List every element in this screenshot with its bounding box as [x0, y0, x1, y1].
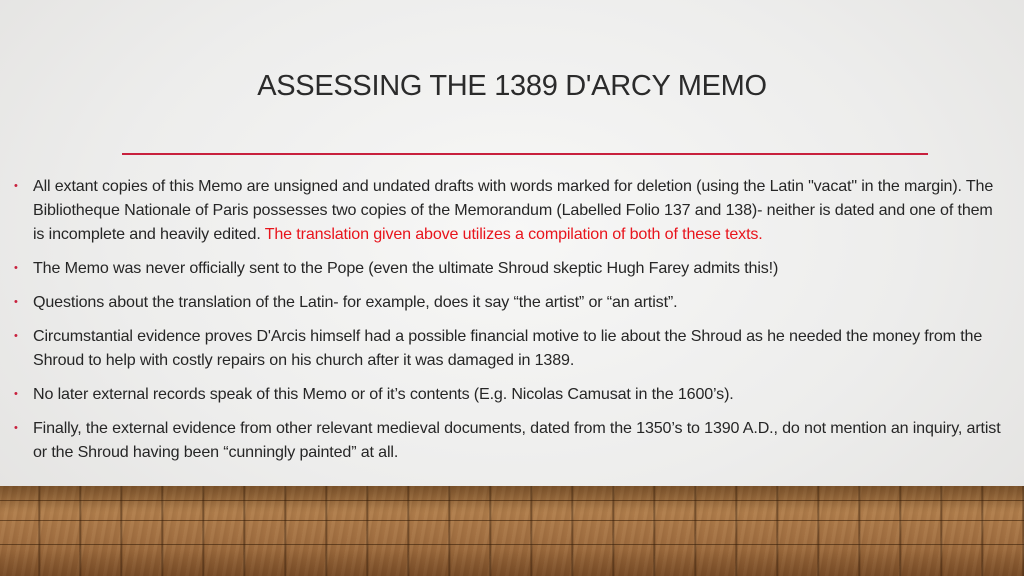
bullet-text: The Memo was never officially sent to the Pope (even the ultimate Shroud skeptic Hugh Farey admits this!)	[33, 259, 779, 277]
bullet-item	[14, 382, 1008, 406]
slide-title: ASSESSING THE 1389 D'ARCY MEMO	[257, 70, 767, 102]
bullet-item	[14, 416, 1008, 464]
bullet-text: No later external records speak of this Memo or of it’s contents (E.g. Nicolas Camusat in the 1600’s).	[33, 385, 734, 403]
bullet-item	[14, 256, 1008, 280]
bullet-highlight-text: The translation given above utilizes a compilation of both of these texts.	[264, 225, 763, 243]
bullet-marker: •	[14, 262, 18, 274]
bullet-text: Questions about the translation of the Latin- for example, does it say “the artist” or “an artist”.	[33, 293, 678, 311]
title-divider	[122, 153, 928, 155]
bullet-marker: •	[14, 296, 18, 308]
bullet-text: Circumstantial evidence proves D'Arcis himself had a possible financial motive to lie about the Shroud as he needed the money from the Shroud to help with costly repairs on his church after it was damaged in 1389.	[33, 327, 983, 369]
bullet-text: Finally, the external evidence from other relevant medieval documents, dated from the 1350’s to 1390 A.D., do not mention an inquiry, artist or the Shroud having been “cunningly painted” at all.	[33, 419, 1001, 461]
bullet-item	[14, 174, 1008, 246]
bullet-item	[14, 290, 1008, 314]
bullet-marker: •	[14, 422, 18, 434]
bullet-item	[14, 324, 1008, 372]
wood-floor-decoration	[0, 486, 1024, 576]
bullet-marker: •	[14, 330, 18, 342]
bullet-marker: •	[14, 388, 18, 400]
bullet-list	[14, 174, 1008, 474]
bullet-marker: •	[14, 180, 18, 192]
bullet-text: All extant copies of this Memo are unsigned and undated drafts with words marked for deletion (using the Latin "vacat" in the margin). The Bibliotheque Nationale of Paris possesses two copies of the Memorandum (Labelled Folio 137 and 138)- neither is dated and one of them is incomplete and heavily edited.	[33, 177, 994, 243]
